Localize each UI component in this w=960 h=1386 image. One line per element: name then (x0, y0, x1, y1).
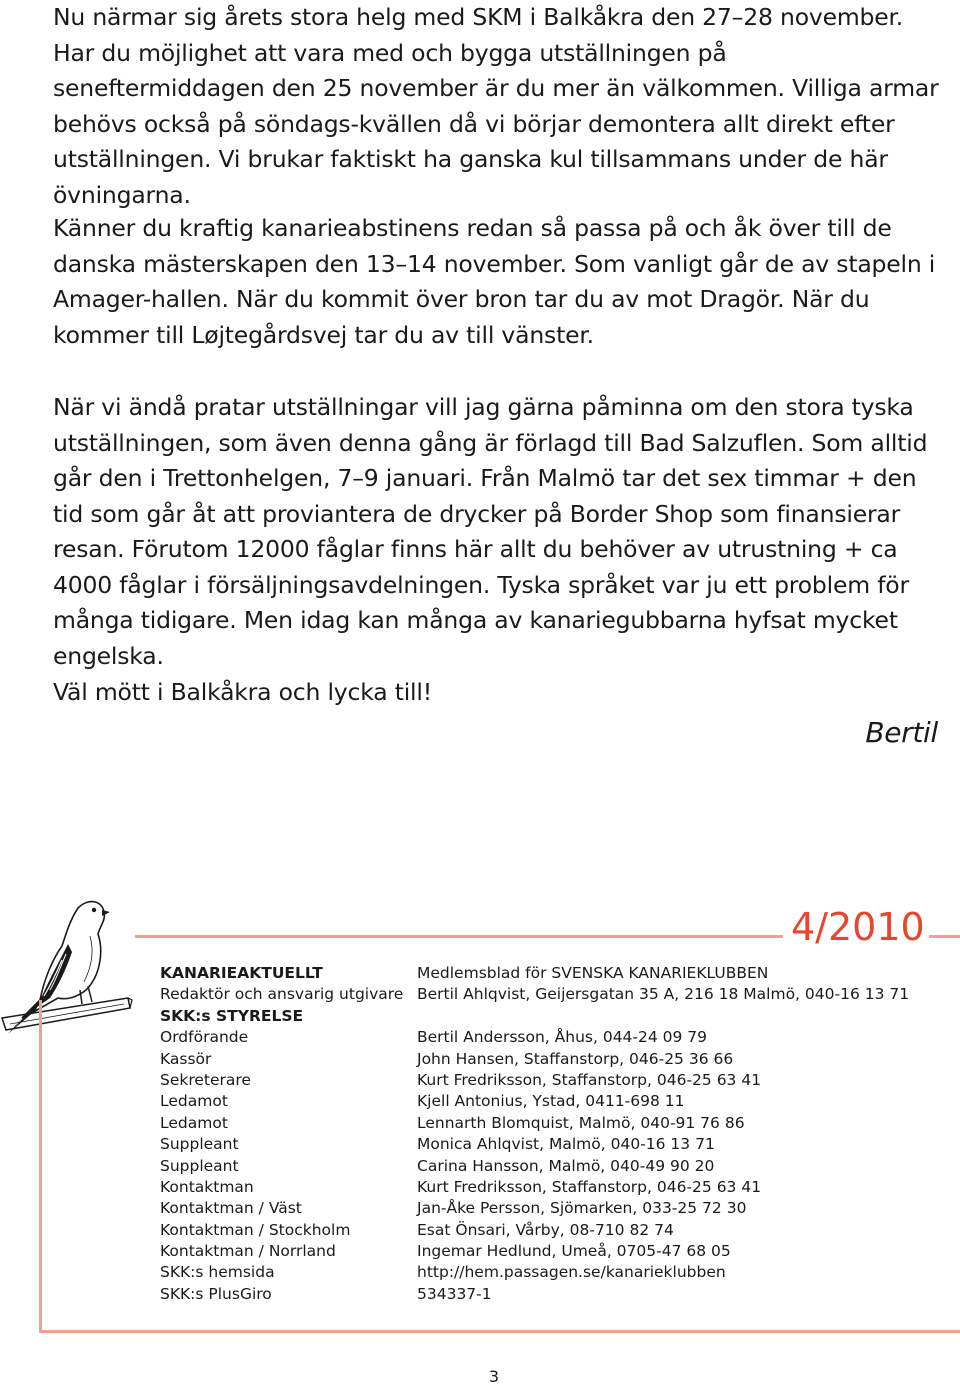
masthead-role: Ordförande (160, 1028, 249, 1047)
paragraph-german-exhibition: När vi ändå pratar utställningar vill jag gärna påminna om den stora tyska utställningen, som även denna gång är förlagd till Bad Salzuflen. Som alltid går den i Trettonhelgen, 7–9 januari. Från Malmö tar det sex timmar + den tid som går åt att proviantera de drycker på Border Shop som finansierar resan. Förutom 12000 fåglar finns här allt du behöver av utrustning + ca 4000 fåglar i försäljningsavdelningen. Tyska språket var ju ett problem för många tidigare. Men idag kan många av kanariegubbarna hyfsat mycket engelska. (53, 393, 928, 670)
masthead-row (160, 1049, 950, 1070)
masthead-staff-list (160, 963, 950, 1305)
masthead-role: Ledamot (160, 1092, 228, 1111)
masthead-value: Jan-Åke Persson, Sjömarken, 033-25 72 30 (417, 1199, 747, 1218)
masthead-role: Ledamot (160, 1113, 228, 1132)
masthead-value: Esat Önsari, Vårby, 08-710 82 74 (417, 1220, 674, 1239)
signature: Bertil (865, 716, 938, 749)
masthead-value: Carina Hansson, Malmö, 040-49 90 20 (417, 1156, 715, 1175)
masthead-role: Redaktör och ansvarig utgivare (160, 985, 404, 1004)
masthead-role: SKK:s PlusGiro (160, 1284, 272, 1303)
masthead-value: Bertil Andersson, Åhus, 044-24 09 79 (417, 1028, 708, 1047)
masthead-role: SKK:s hemsida (160, 1263, 275, 1282)
masthead-row (160, 1177, 950, 1198)
masthead-role: Sekreterare (160, 1070, 251, 1089)
masthead-value: Kjell Antonius, Ystad, 0411-698 11 (417, 1092, 685, 1111)
website-link[interactable]: http://hem.passagen.se/kanarieklubben (417, 1263, 726, 1282)
masthead-value: John Hansen, Staffanstorp, 046-25 36 66 (417, 1049, 734, 1068)
page-number: 3 (488, 1367, 500, 1386)
masthead-row (160, 1198, 950, 1219)
paragraph-skm-event: Nu närmar sig årets stora helg med SKM i Balkåkra den 27–28 november. Har du möjlighet att vara med och bygga utställningen på seneftermiddagen den 25 november är du mer än välkommen. Villiga armar behövs också på söndags-kvällen då vi börjar demontera allt direkt efter utställningen. Vi brukar faktiskt ha ganska kul tillsammans under de här övningarna. (53, 3, 939, 209)
masthead-row (160, 1091, 950, 1112)
issue-number: 4/2010 (791, 905, 925, 949)
masthead-value: Kurt Fredriksson, Staffanstorp, 046-25 63 41 (417, 1070, 762, 1089)
masthead-value: Kurt Fredriksson, Staffanstorp, 046-25 63 41 (417, 1177, 762, 1196)
masthead-row (160, 1134, 950, 1155)
masthead-role: Kontaktman (160, 1177, 254, 1196)
masthead-row (160, 1027, 950, 1048)
masthead-row (160, 1241, 950, 1262)
issue-rule-right (929, 935, 960, 938)
canary-illustration (0, 890, 140, 1040)
masthead-role: SKK:s STYRELSE (160, 1006, 304, 1025)
masthead-role: Kontaktman / Norrland (160, 1242, 336, 1261)
masthead-role: Kassör (160, 1049, 212, 1068)
masthead-value: Ingemar Hedlund, Umeå, 0705-47 68 05 (417, 1242, 731, 1261)
masthead-value: Bertil Ahlqvist, Geijersgatan 35 A, 216 18 Malmö, 040-16 13 71 (417, 985, 910, 1004)
masthead-value: Monica Ahlqvist, Malmö, 040-16 13 71 (417, 1135, 715, 1154)
masthead-value: 534337-1 (417, 1284, 492, 1303)
masthead-role: KANARIEAKTUELLT (160, 964, 323, 982)
masthead-row (160, 1156, 950, 1177)
masthead-row (160, 1220, 950, 1241)
masthead-value: Lennarth Blomquist, Malmö, 040-91 76 86 (417, 1113, 745, 1132)
masthead-row (160, 1113, 950, 1134)
masthead-row (160, 1070, 950, 1091)
frame-border-left (39, 1000, 42, 1332)
masthead-row (160, 1262, 950, 1283)
paragraph-danish-championship: Känner du kraftig kanarieabstinens redan så passa på och åk över till de danska mästerskapen den 13–14 november. Som vanligt går de av stapeln i Amager-hallen. När du kommit över bron tar du av mot Dragör. När du kommer till Løjtegårdsvej tar du av till vänster. (53, 214, 936, 349)
masthead-role: Kontaktman / Väst (160, 1199, 302, 1218)
masthead-value: Medlemsblad för SVENSKA KANARIEKLUBBEN (417, 964, 769, 982)
masthead-row (160, 1284, 950, 1305)
paragraph-closing: Väl mött i Balkåkra och lycka till! (53, 678, 432, 706)
masthead-role: Suppleant (160, 1156, 239, 1175)
masthead-value (417, 1006, 950, 1027)
masthead-role: Suppleant (160, 1135, 239, 1154)
masthead-role: Kontaktman / Stockholm (160, 1220, 351, 1239)
masthead-row (160, 984, 950, 1005)
issue-rule-left (135, 935, 783, 938)
frame-border-bottom (39, 1330, 960, 1333)
masthead-row (160, 963, 950, 984)
masthead-row (160, 1006, 950, 1027)
